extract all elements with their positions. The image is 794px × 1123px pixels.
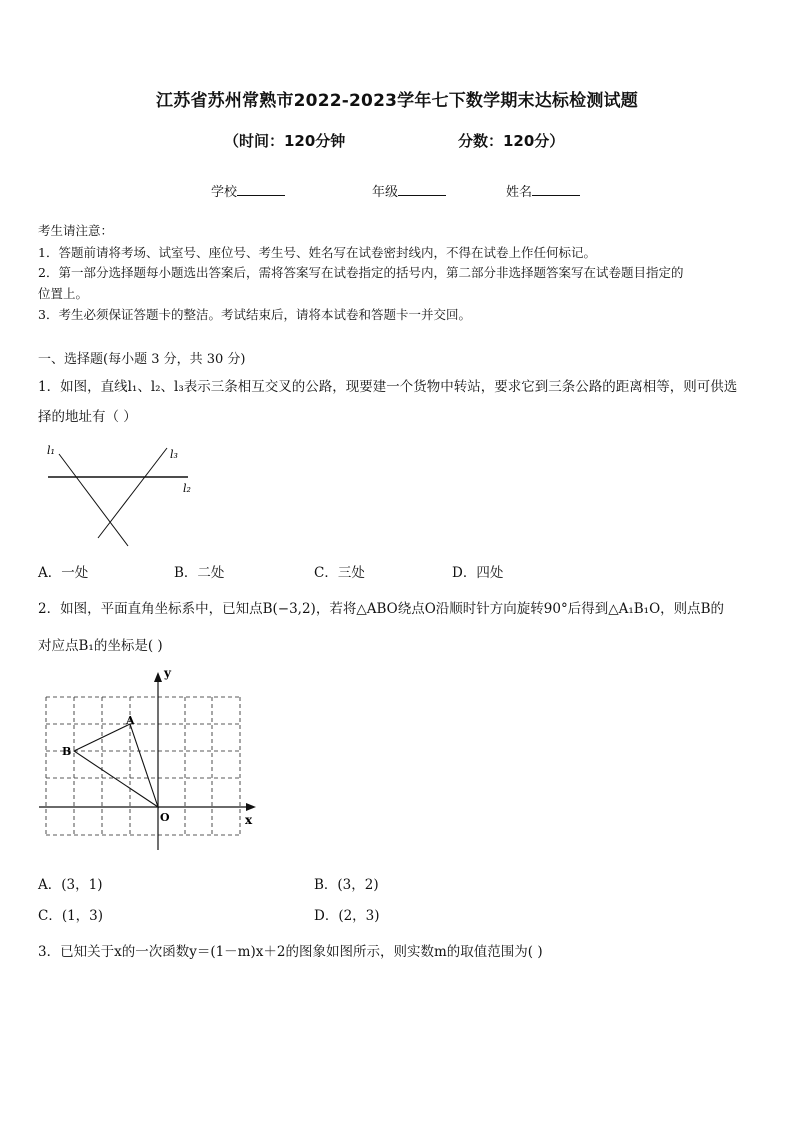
x-axis-arrow	[246, 803, 256, 811]
grade-label: 年级	[372, 185, 399, 200]
q1-option-c: C．三处	[314, 565, 365, 581]
section-title: 一、选择题(每小题 3 分，共 30 分)	[38, 352, 246, 367]
y-axis-arrow	[154, 672, 162, 682]
grade-field	[372, 181, 446, 200]
q1-option-b: B．二处	[174, 565, 225, 581]
q2-option-d: D．(2，3)	[314, 908, 380, 924]
q2-text-line2: 对应点B₁的坐标是( )	[38, 638, 163, 654]
school-blank	[237, 183, 285, 196]
label-b: B	[62, 745, 72, 758]
q1-text-line2: 择的地址有（ ）	[38, 409, 137, 425]
school-field	[211, 181, 285, 200]
label-l1: l₁	[47, 444, 55, 457]
q1-option-a: A．一处	[38, 565, 89, 581]
q2-option-b: B．(3，2)	[314, 877, 379, 893]
note-item: 3．考生必须保证答题卡的整洁。考试结束后，请将本试卷和答题卡一并交回。	[38, 307, 471, 322]
grade-blank	[398, 183, 446, 196]
q2-option-c: C．(1，3)	[38, 908, 104, 924]
note-item: 2．第一部分选择题每小题选出答案后，需将答案写在试卷指定的括号内，第二部分非选择题答案写在试卷题目指定的	[38, 265, 684, 280]
name-field	[506, 181, 580, 200]
label-x: x	[245, 813, 253, 827]
q2-coordinate-figure	[36, 664, 262, 854]
note-item: 1．答题前请将考场、试室号、座位号、考生号、姓名写在试卷密封线内，不得在试卷上作任何标记。	[38, 245, 596, 260]
q2-option-a: A．(3，1)	[38, 877, 103, 893]
label-y: y	[164, 666, 171, 680]
q2-text-line1: 2．如图，平面直角坐标系中，已知点B(−3,2)，若将△ABO绕点O沿顺时针方向旋转90°后得到△A₁B₁O，则点B的	[38, 601, 725, 617]
note-item: 位置上。	[38, 286, 89, 301]
school-label: 学校	[211, 185, 238, 200]
q1-option-d: D．四处	[452, 565, 504, 581]
line-l1	[59, 454, 128, 546]
notes-heading: 考生请注意：	[38, 223, 114, 238]
exam-time: （时间：120分钟	[224, 132, 346, 150]
q1-text-line1: 1．如图，直线l₁、l₂、l₃表示三条相互交叉的公路，现要建一个货物中转站，要求它到三条公路的距离相等，则可供选	[38, 379, 738, 395]
grid	[46, 697, 240, 835]
name-blank	[532, 183, 580, 196]
label-o: O	[160, 811, 170, 824]
q1-figure-lines	[40, 438, 200, 550]
label-a: A	[126, 714, 135, 727]
q3-text-line1: 3．已知关于x的一次函数y＝(1－m)x＋2的图象如图所示，则实数m的取值范围为( )	[38, 944, 543, 960]
page-title: 江苏省苏州常熟市2022-2023学年七下数学期末达标检测试题	[156, 91, 638, 111]
triangle-abo	[74, 724, 158, 807]
label-l3: l₃	[170, 448, 178, 461]
line-l3	[98, 448, 167, 538]
exam-score: 分数：120分）	[458, 132, 565, 150]
name-label: 姓名	[506, 185, 533, 200]
label-l2: l₂	[183, 482, 191, 495]
